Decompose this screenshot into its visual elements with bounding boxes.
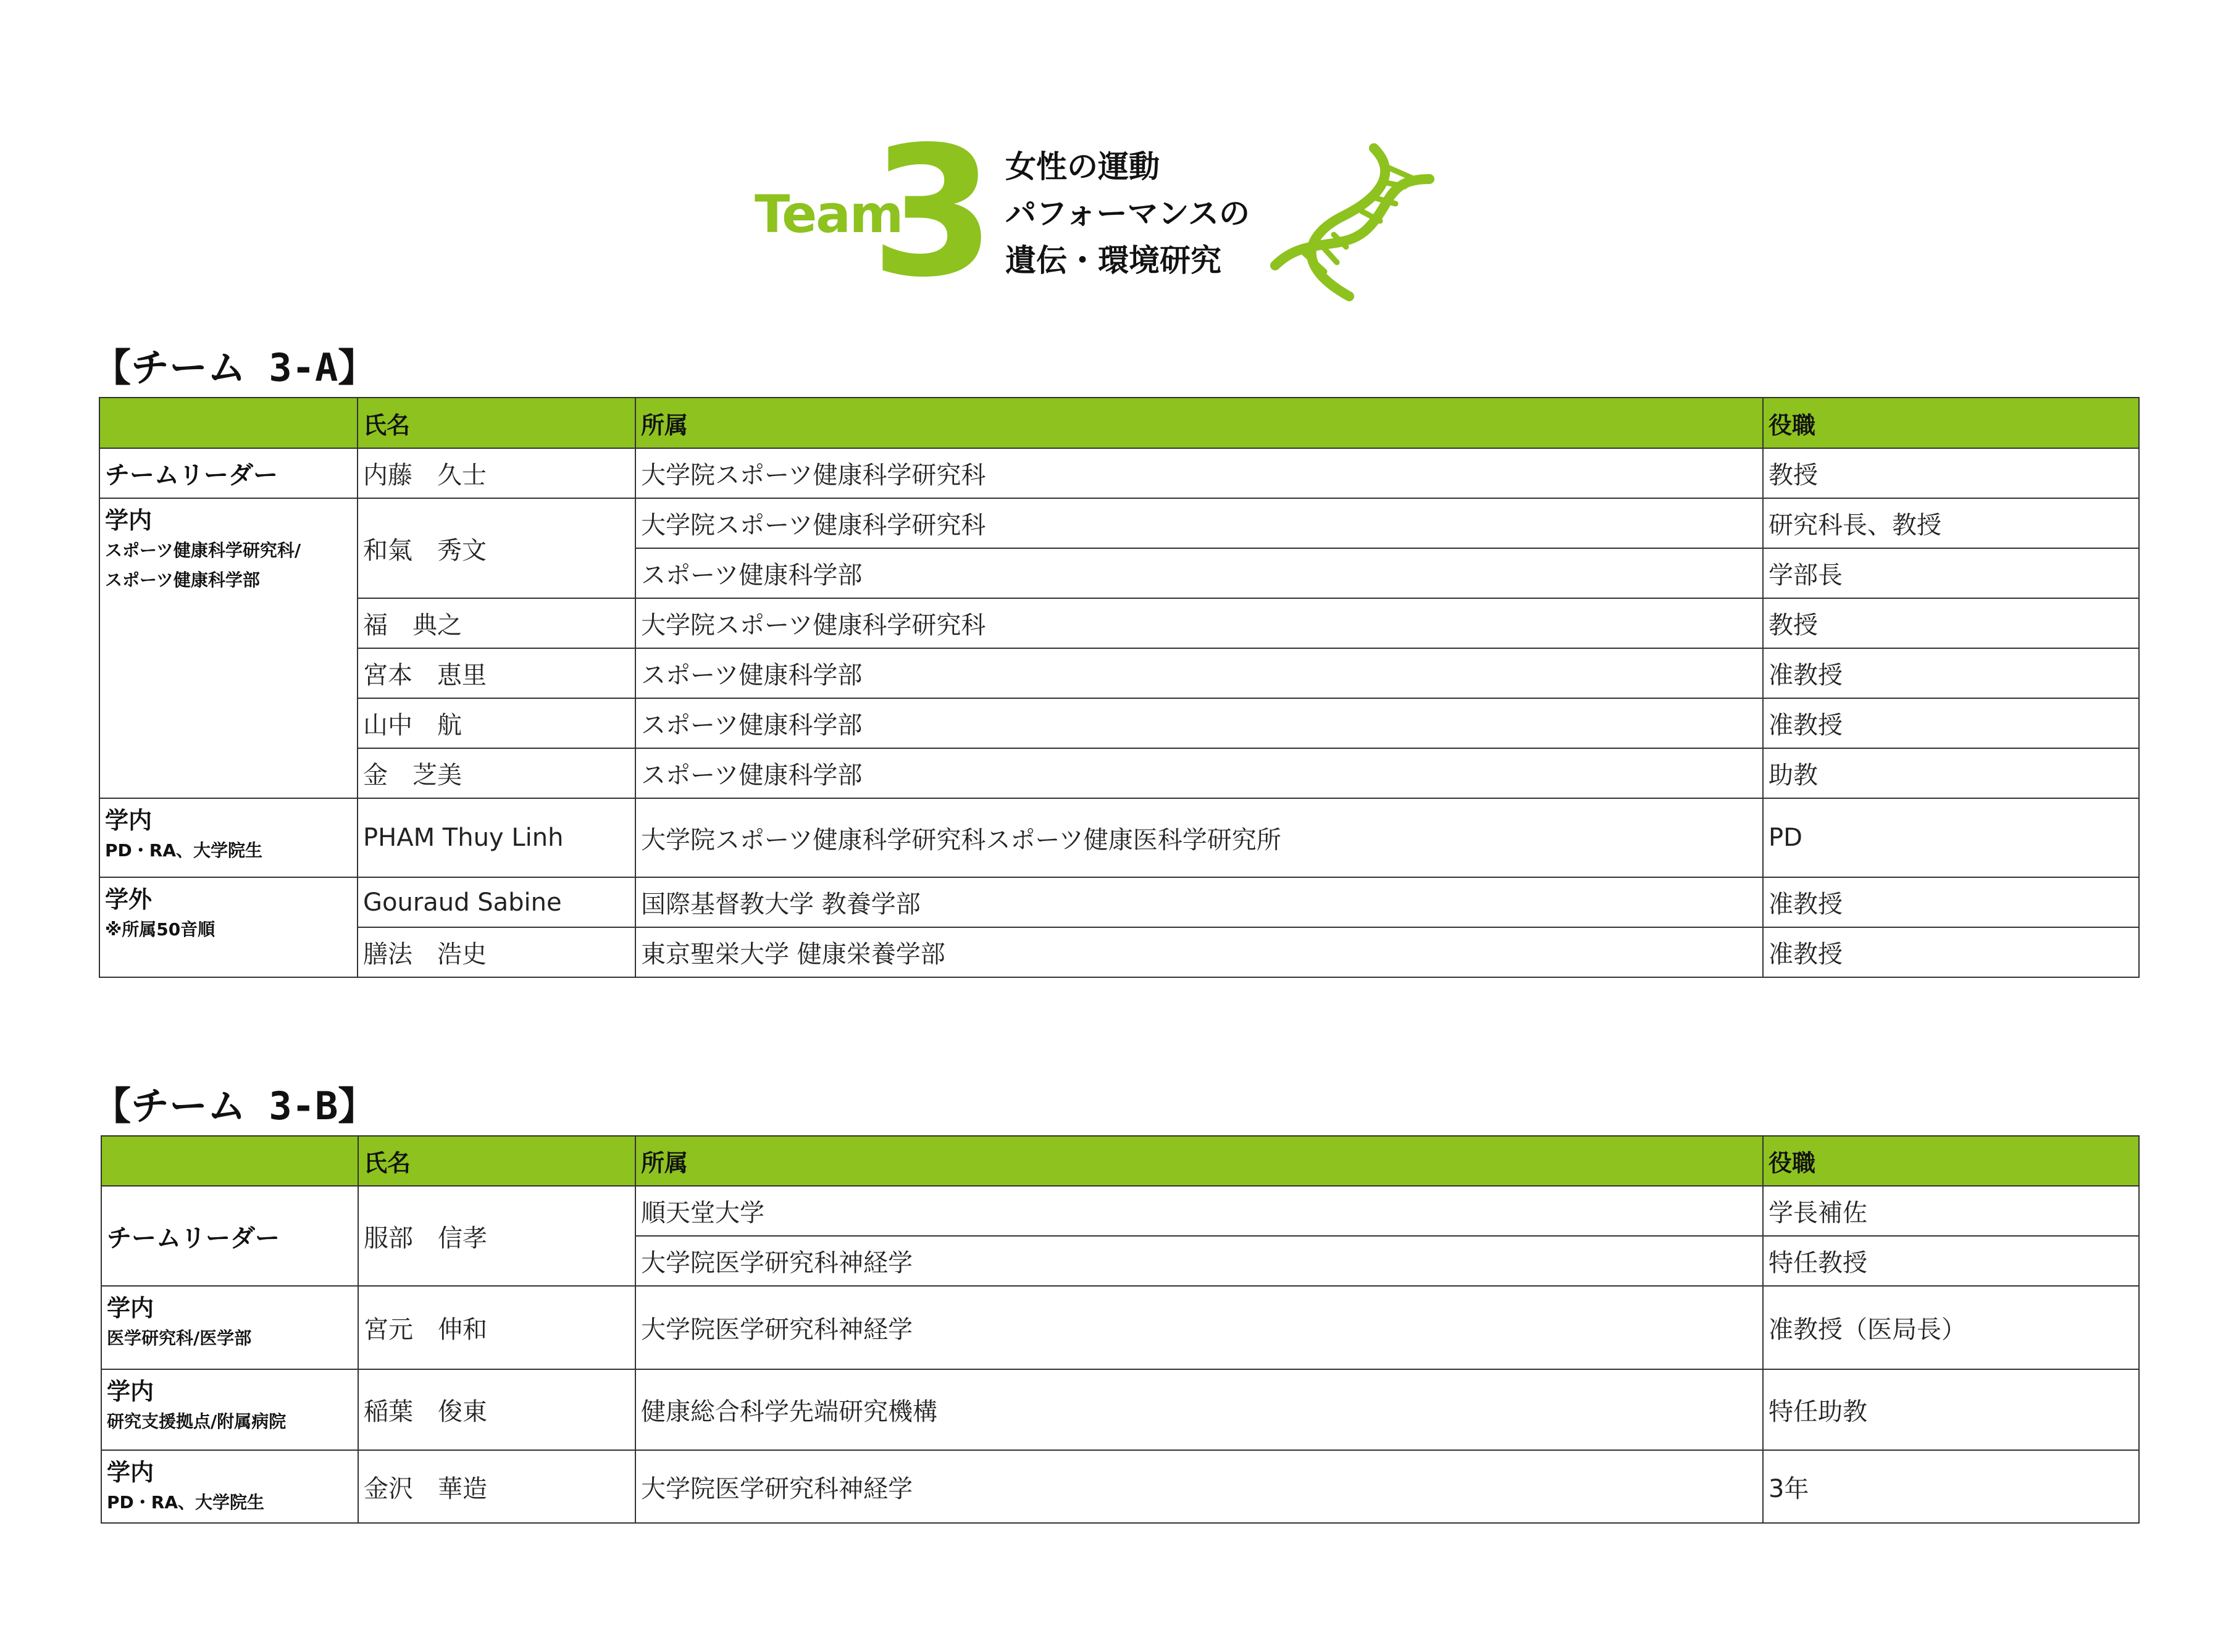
table-row — [99, 877, 2139, 927]
section-title-team-3b: 【チーム 3-B】 — [93, 1083, 377, 1128]
position-cell: 准教授 — [1763, 877, 2139, 927]
dna-icon — [1269, 142, 1442, 309]
name-cell: 山中 航 — [358, 698, 635, 748]
category-sub-label: ※所属50音順 — [105, 919, 216, 940]
table-row — [99, 798, 2139, 877]
position-cell: PD — [1763, 798, 2139, 877]
team-title-line: パフォーマンスの — [1005, 196, 1250, 232]
affiliation-cell: スポーツ健康科学部 — [635, 548, 1763, 598]
category-cell — [99, 498, 358, 798]
team-title — [1005, 143, 1250, 284]
name-cell: 服部 信孝 — [358, 1186, 635, 1286]
category-sub-label: スポーツ健康科学部 — [105, 570, 260, 590]
position-cell: 教授 — [1763, 598, 2139, 648]
category-label: 学内 — [107, 1378, 154, 1405]
name-cell: 福 典之 — [358, 598, 635, 648]
position-cell: 特任助教 — [1763, 1369, 2139, 1450]
affiliation-cell: 大学院スポーツ健康科学研究科 — [635, 498, 1763, 548]
category-sub-label: スポーツ健康科学研究科/ — [105, 540, 301, 561]
table-row — [99, 498, 2139, 548]
category-cell — [101, 1186, 358, 1286]
position-cell: 教授 — [1763, 448, 2139, 498]
column-header-position: 役職 — [1763, 398, 2139, 448]
team-3a-table — [99, 397, 2140, 978]
table-row — [99, 648, 2139, 698]
name-cell: 金沢 華造 — [358, 1450, 635, 1523]
section-title-team-3a: 【チーム 3-A】 — [93, 345, 377, 390]
affiliation-cell: 健康総合科学先端研究機構 — [635, 1369, 1763, 1450]
position-cell: 学長補佐 — [1763, 1186, 2139, 1236]
table-row — [99, 748, 2139, 798]
name-cell: 金 芝美 — [358, 748, 635, 798]
column-header-blank — [101, 1136, 358, 1186]
table-row — [99, 598, 2139, 648]
table-row — [101, 1286, 2139, 1369]
team-title-line: 遺伝・環境研究 — [1005, 243, 1221, 278]
table-row — [101, 1369, 2139, 1450]
category-cell — [99, 798, 358, 877]
column-header-name: 氏名 — [358, 1136, 635, 1186]
affiliation-cell: 大学院スポーツ健康科学研究科スポーツ健康医科学研究所 — [635, 798, 1763, 877]
team-number: 3 — [871, 109, 995, 317]
name-cell: Gouraud Sabine — [358, 877, 635, 927]
column-header-position: 役職 — [1763, 1136, 2139, 1186]
name-cell: 稲葉 俊東 — [358, 1369, 635, 1450]
category-label: 学内 — [105, 807, 153, 834]
position-cell: 特任教授 — [1763, 1236, 2139, 1286]
category-label: 学内 — [107, 1295, 154, 1322]
team-word: Team — [755, 184, 903, 244]
category-cell — [101, 1286, 358, 1369]
position-cell: 准教授 — [1763, 648, 2139, 698]
category-sub-label: 研究支援拠点/附属病院 — [107, 1411, 287, 1432]
category-cell — [99, 877, 358, 977]
affiliation-cell: スポーツ健康科学部 — [635, 698, 1763, 748]
category-cell — [101, 1450, 358, 1523]
category-label: チームリーダー — [105, 461, 278, 490]
table-row — [101, 1186, 2139, 1236]
affiliation-cell: 国際基督教大学 教養学部 — [635, 877, 1763, 927]
affiliation-cell: スポーツ健康科学部 — [635, 748, 1763, 798]
table-row — [99, 927, 2139, 977]
category-label: 学内 — [105, 507, 153, 534]
category-cell — [101, 1369, 358, 1450]
affiliation-cell: 順天堂大学 — [635, 1186, 1763, 1236]
category-sub-label: 医学研究科/医学部 — [107, 1328, 252, 1348]
category-label: 学内 — [107, 1459, 154, 1486]
column-header-affiliation: 所属 — [635, 1136, 1763, 1186]
name-cell: 宮元 伸和 — [358, 1286, 635, 1369]
team-header — [0, 0, 2231, 321]
affiliation-cell: 大学院スポーツ健康科学研究科 — [635, 448, 1763, 498]
table-row — [99, 448, 2139, 498]
team-title-line: 女性の運動 — [1005, 149, 1160, 185]
position-cell: 准教授（医局長） — [1763, 1286, 2139, 1369]
affiliation-cell: スポーツ健康科学部 — [635, 648, 1763, 698]
affiliation-cell: 大学院医学研究科神経学 — [635, 1450, 1763, 1523]
team-3b-table — [101, 1135, 2140, 1524]
column-header-name: 氏名 — [358, 398, 635, 448]
position-cell: 准教授 — [1763, 927, 2139, 977]
column-header-affiliation: 所属 — [635, 398, 1763, 448]
affiliation-cell: 大学院医学研究科神経学 — [635, 1286, 1763, 1369]
category-sub-label: PD・RA、大学院生 — [105, 840, 262, 861]
position-cell: 助教 — [1763, 748, 2139, 798]
category-label: 学外 — [105, 886, 153, 913]
affiliation-cell: 大学院医学研究科神経学 — [635, 1236, 1763, 1286]
affiliation-cell: 東京聖栄大学 健康栄養学部 — [635, 927, 1763, 977]
category-label: チームリーダー — [107, 1224, 280, 1253]
position-cell: 准教授 — [1763, 698, 2139, 748]
name-cell: 膳法 浩史 — [358, 927, 635, 977]
table-row — [101, 1450, 2139, 1523]
name-cell: 宮本 恵里 — [358, 648, 635, 698]
name-cell: 内藤 久士 — [358, 448, 635, 498]
table-header-row — [101, 1136, 2139, 1186]
affiliation-cell: 大学院スポーツ健康科学研究科 — [635, 598, 1763, 648]
position-cell: 学部長 — [1763, 548, 2139, 598]
column-header-blank — [99, 398, 358, 448]
position-cell: 研究科長、教授 — [1763, 498, 2139, 548]
name-cell: PHAM Thuy Linh — [358, 798, 635, 877]
position-cell: 3年 — [1763, 1450, 2139, 1523]
category-sub-label: PD・RA、大学院生 — [107, 1492, 264, 1512]
table-header-row — [99, 398, 2139, 448]
name-cell: 和氣 秀文 — [358, 498, 635, 598]
category-cell — [99, 448, 358, 498]
table-row — [99, 698, 2139, 748]
